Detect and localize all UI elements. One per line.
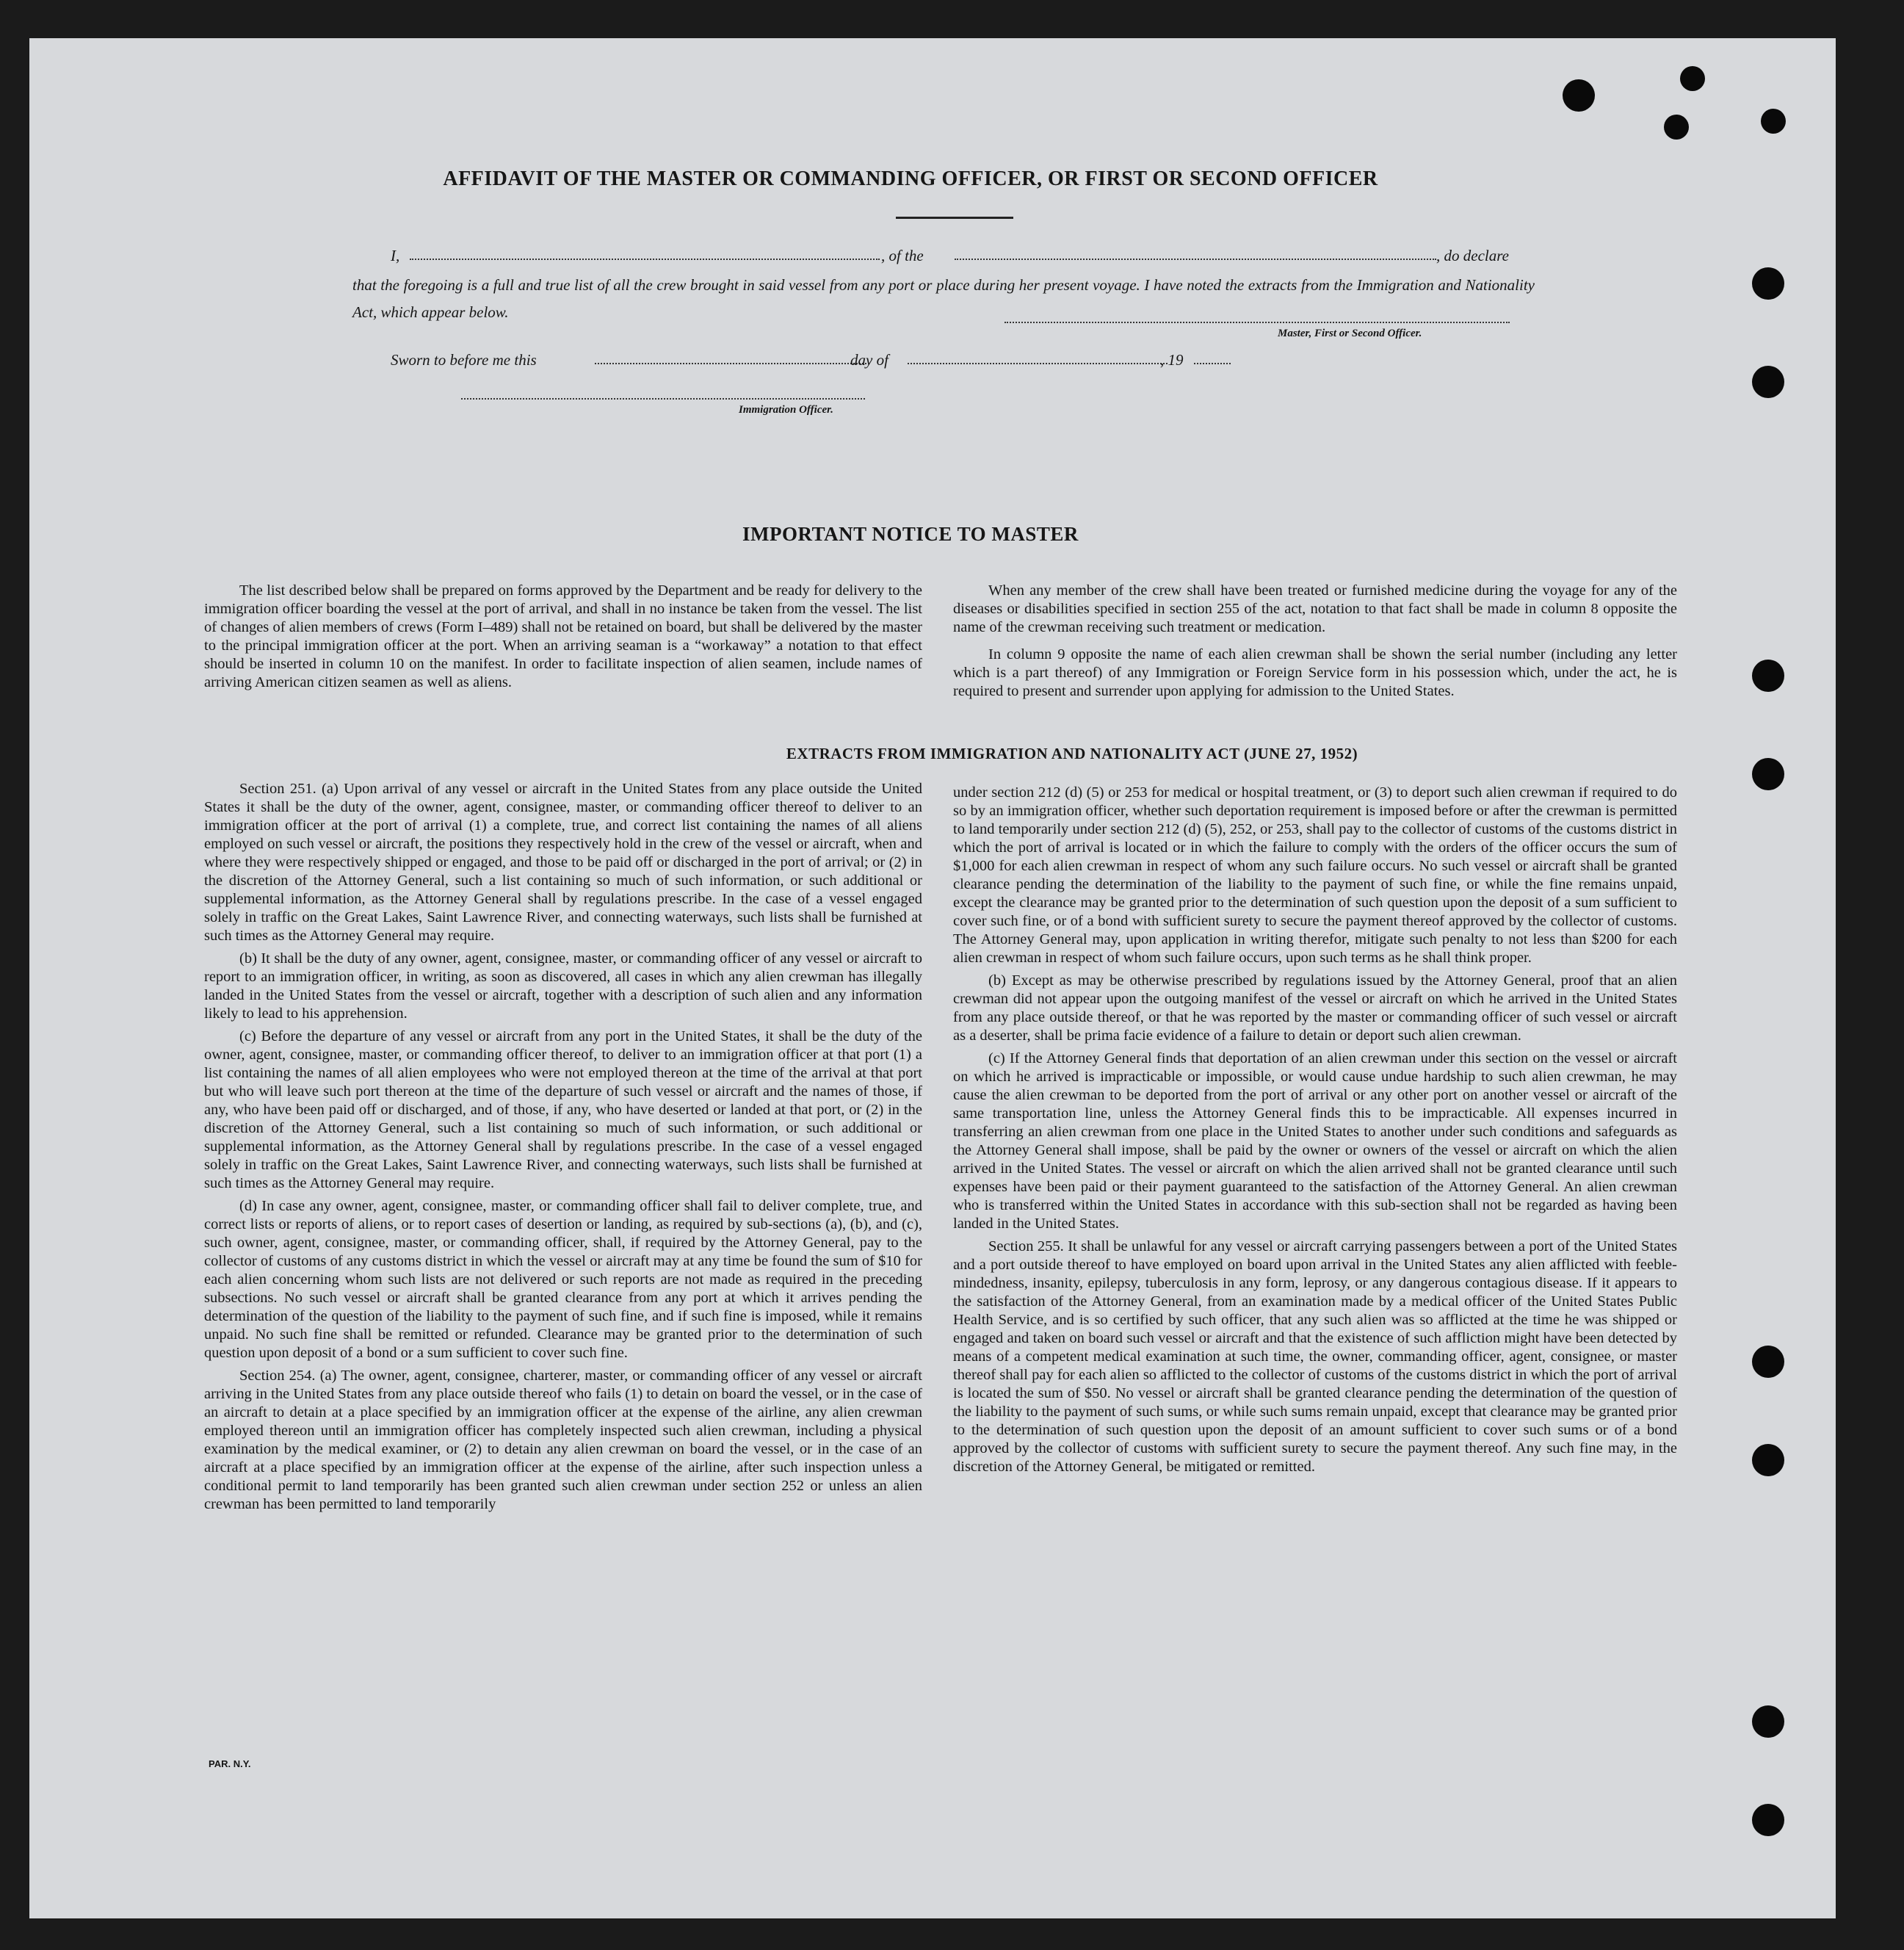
binder-hole-icon (1761, 109, 1786, 134)
sworn-month-line (908, 363, 1168, 364)
binder-hole-icon (1752, 1804, 1784, 1836)
binder-hole-icon (1680, 66, 1705, 91)
sworn-year-line (1194, 363, 1231, 364)
notice-title: IMPORTANT NOTICE TO MASTER (742, 523, 1079, 545)
declaration-of-the: , of the (881, 247, 924, 264)
year-label: , 19 (1160, 351, 1184, 369)
declarant-name-line (410, 259, 880, 260)
notice-right-column (953, 582, 1677, 705)
section-254-a-continued: under section 212 (d) (5) or 253 for medical or hospital treatment, or (3) to deport such alien crewman if required to do so by an immigration officer, whether such deportation requirement is imposed before or after the crewman is permitted to land temporarily under section 212 (d) (5), 252, or 253, shall pay to the collector of customs of the customs district in which the port of arrival is located or in which the failure to comply with the orders of the officer occurs the sum of $1,000 for each alien crewman in respect of whom any such failure occurs. No such vessel or aircraft shall be granted clearance pending the determination of the liability to the payment of such fine, or while the fine remains unpaid, except the clearance may be granted prior to the determination of such question upon the deposit of a sum sufficient to cover such fine, or of a bond with sufficient surety to secure the payment thereof approved by the collector of customs. The Attorney General may, upon application in writing therefor, mitigate such penalty to not less than $200 for each alien crewman in respect of whom such failure occurs, upon such terms as he shall think proper. (953, 784, 1677, 966)
notice-right-paragraph: In column 9 opposite the name of each alien crewman shall be shown the serial number (including any letter which is a part thereof) of any Immigration or Foreign Service form in his possession which, under the act, he is required to present and surrender upon applying for admission to the United States. (953, 646, 1677, 699)
vessel-name-line (955, 259, 1436, 260)
section-254-c: (c) If the Attorney General finds that deportation of an alien crewman under this section on the vessel or aircraft on which he arrived is impracticable or impossible, or would cause undue hardship to such alien crewman, he may cause the alien crewman to be deported from the port of arrival or any other port on another vessel or aircraft of the same transportation line, unless the Attorney General finds this to be impracticable. All expenses incurred in transferring an alien crewman from one place in the United States to another under such conditions and safeguards as the Attorney General shall impose, shall be paid by the owner or owners of the vessel or aircraft on which the alien arrived in the United States. The vessel or aircraft on which the alien arrived shall not be granted clearance until such expenses have been paid or their payment guaranteed to the satisfaction of the Attorney General. An alien crewman who is transferred within the United States in accordance with this sub-section shall not be regarded as having been landed in the United States. (953, 1050, 1677, 1232)
title-divider (896, 217, 1013, 219)
section-251-a: Section 251. (a) Upon arrival of any vessel or aircraft in the United States from any place outside the United States it shall be the duty of the owner, agent, consignee, master, or commanding officer thereof to deliver to an immigration officer at the port of arrival (1) a complete, true, and correct list containing the names of all aliens employed on such vessel or aircraft, the positions they respectively hold in the crew of the vessel or aircraft, when and where they were respectively shipped or engaged, and those to be paid off or discharged in the port of arrival; or (2) in the discretion of the Attorney General, such a list containing so much of such information, or such additional or supplemental information, as the Attorney General shall by regulations prescribe. In the case of a vessel engaged solely in traffic on the Great Lakes, Saint Lawrence River, and connecting waterways, such lists shall be furnished at such times as the Attorney General may require. (204, 781, 922, 944)
extracts-right-column (953, 784, 1677, 1481)
document-page (29, 38, 1836, 1918)
sworn-before-label: Sworn to before me this (391, 351, 537, 369)
declaration-i: I, (391, 247, 400, 264)
notice-right-paragraph: When any member of the crew shall have been treated or furnished medicine during the voyage for any of the diseases or disabilities specified in section 255 of the act, notation to that fact shall be made in column 8 opposite the name of the crewman receiving such treatment or medication. (953, 582, 1677, 635)
officer-signature-line (461, 398, 865, 400)
master-signature-line (1005, 322, 1510, 323)
day-of-label: day of (850, 351, 888, 369)
declaration-body: that the foregoing is a full and true list of all the crew brought in said vessel from any port or place during her present voyage. I have noted the extracts from the Immigration and Nationality Act, which appear below. (352, 276, 1535, 321)
binder-hole-icon (1752, 1444, 1784, 1476)
printer-mark: PAR. N.Y. (209, 1758, 251, 1769)
binder-hole-icon (1752, 366, 1784, 398)
section-255: Section 255. It shall be unlawful for any vessel or aircraft carrying passengers between a port of the United States and a port outside thereof to have employed on board upon arrival in the United States any alien afflicted with feeble-mindedness, insanity, epilepsy, tuberculosis in any form, leprosy, or any dangerous contagious disease. If it appears to the satisfaction of the Attorney General, from an examination made by a medical officer of the United States Public Health Service, and is so certified by such officer, that any such alien was so afflicted at the time he was shipped or engaged and taken on board such vessel or aircraft and that the existence of such affliction might have been detected by means of a competent medical examination at such time, the owner, commanding officer, agent, consignee, or master thereof shall pay for each alien so afflicted to the collector of customs of the customs district in which the port of arrival is located the sum of $50. No vessel or aircraft shall be granted clearance pending the determination of the question of the liability to the payment of such sums, or while such sums remain unpaid, except that clearance may be granted prior to the determination of such question upon the deposit of an amount sufficient to cover such sums or of a bond approved by the collector of customs with sufficient surety to secure the payment thereof. Any such fine may, in the discretion of the Attorney General, be mitigated or remitted. (953, 1238, 1677, 1475)
affidavit-title: AFFIDAVIT OF THE MASTER OR COMMANDING OFFICER, OR FIRST OR SECOND OFFICER (443, 167, 1378, 190)
binder-hole-icon (1664, 115, 1689, 140)
section-251-d: (d) In case any owner, agent, consignee, master, or commanding officer shall fail to deliver complete, true, and correct lists or reports of aliens, or to report cases of desertion or landing, as required by sub-sections (a), (b), and (c), such owner, agent, consignee, master, or commanding officer, shall, if required by the Attorney General, pay to the collector of customs of any customs district in which the vessel or aircraft may at any time be found the sum of $10 for each alien concerning whom such lists are not delivered or such reports are not made as required in the preceding subsections. No such vessel or aircraft shall be granted clearance from any port at which it arrives pending the determination of the question of the liability to the payment of such fine, and if such fine is imposed, while it remains unpaid. No such fine shall be remitted or refunded. Clearance may be granted prior to the determination of such question upon deposit of a bond or a sum sufficient to cover such fine. (204, 1198, 922, 1361)
binder-hole-icon (1752, 660, 1784, 692)
binder-hole-icon (1563, 79, 1595, 112)
sworn-date-line (595, 363, 866, 364)
binder-hole-icon (1752, 267, 1784, 300)
binder-hole-icon (1752, 1705, 1784, 1738)
extracts-left-column (204, 780, 922, 1518)
notice-left-column (204, 582, 922, 696)
section-251-c: (c) Before the departure of any vessel or aircraft from any port in the United States, it shall be the duty of the owner, agent, consignee, master, or commanding officer thereof, to deliver to an immigration officer at that port (1) a list containing the names of all alien employees who were not employed thereon at the time of the arrival at that port but who will leave such port thereon at the time of the departure of such vessel or aircraft and the names of those, if any, who have been paid off or discharged, and of those, if any, who have deserted or landed at that port, or (2) in the discretion of the Attorney General, such a list containing so much of such information, or such additional or supplemental information, as the Attorney General shall by regulations prescribe. In the case of a vessel engaged solely in traffic on the Great Lakes, Saint Lawrence River, and connecting waterways, such lists shall be furnished at such times as the Attorney General may require. (204, 1028, 922, 1191)
declaration-do-declare: , do declare (1436, 247, 1509, 264)
section-254-b: (b) Except as may be otherwise prescribed by regulations issued by the Attorney General, proof that an alien crewman did not appear upon the outgoing manifest of the vessel or aircraft on which he arrived in the United States from any place outside thereof, or that he was reported by the master or commanding officer of such vessel or aircraft as a deserter, shall be prima facie evidence of a failure to detain or deport such alien crewman. (953, 972, 1677, 1044)
officer-signature-caption: Immigration Officer. (739, 404, 833, 416)
binder-hole-icon (1752, 1346, 1784, 1378)
section-254-a: Section 254. (a) The owner, agent, consignee, charterer, master, or commanding officer of any vessel or aircraft arriving in the United States from any place outside thereof who fails (1) to detain on board the vessel, or in the case of an aircraft to detain at a place specified by an immigration officer at the expense of the airline, any alien crewman employed thereon until an immigration officer has completely inspected such alien crewman, including a physical examination by the medical examiner, or (2) to detain any alien crewman on board the vessel, or in the case of an aircraft at a place specified by an immigration officer at the expense of the airline, after such inspection unless a conditional permit to land temporarily has been granted such alien crewman under section 252 or unless an alien crewman has been permitted to land temporarily (204, 1368, 922, 1512)
notice-left-paragraph: The list described below shall be prepared on forms approved by the Department and be ready for delivery to the immigration officer boarding the vessel at the port of arrival, and shall in no instance be taken from the vessel. The list of changes of alien members of crews (Form I–489) shall not be retained on board, but shall be delivered by the master to the principal immigration officer at the port. When an arriving seaman is a “workaway” a notation to that effect should be inserted in column 10 on the manifest. In order to facilitate inspection of alien seamen, include names of arriving American citizen seamen as well as aliens. (204, 582, 922, 690)
section-251-b: (b) It shall be the duty of any owner, agent, consignee, master, or commanding officer of any vessel or aircraft to report to an immigration officer, in writing, as soon as discovered, all cases in which any alien crewman has illegally landed in the United States from the vessel or aircraft, together with a description of such alien and any information likely to lead to his apprehension. (204, 950, 922, 1022)
master-signature-caption: Master, First or Second Officer. (1278, 328, 1422, 339)
extracts-title: EXTRACTS FROM IMMIGRATION AND NATIONALITY ACT (JUNE 27, 1952) (786, 745, 1358, 762)
